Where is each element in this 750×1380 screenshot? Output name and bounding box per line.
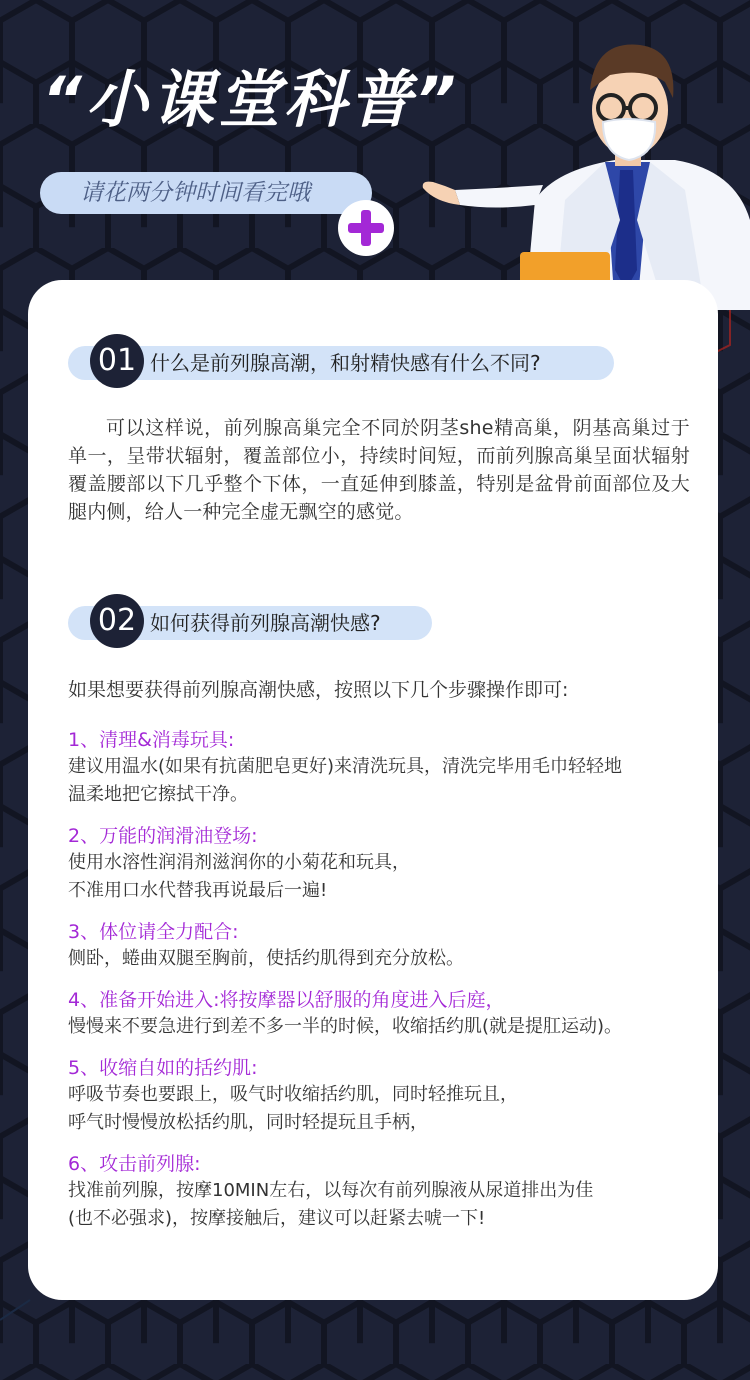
doctor-illustration — [415, 20, 750, 310]
section-1-header — [68, 343, 614, 380]
section-2-intro: 如果想要获得前列腺高潮快感，按照以下几个步骤操作即可: — [68, 679, 569, 701]
step-text: 呼气时慢慢放松括约肌，同时轻提玩且手柄， — [68, 1112, 428, 1133]
step-text: 不准用口水代替我再说最后一遍! — [68, 880, 328, 901]
step-title: 5、收缩自如的括约肌: — [68, 1057, 258, 1079]
page-title: “小课堂科普” — [42, 63, 460, 136]
step-text: 温柔地把它擦拭干净。 — [68, 784, 248, 805]
step-title: 6、攻击前列腺: — [68, 1153, 201, 1175]
section-1-title: 什么是前列腺高潮，和射精快感有什么不同? — [150, 351, 541, 375]
section-1-number: 01 — [90, 334, 144, 388]
step-text: 慢慢来不要急进行到差不多一半的时候，收缩括约肌(就是提肛运动)。 — [68, 1016, 623, 1037]
step-title: 3、体位请全力配合: — [68, 921, 239, 943]
subtitle-pill: 请花两分钟时间看完哦 — [40, 172, 372, 214]
step-text: (也不必强求)，按摩接触后，建议可以赶紧去唬一下! — [68, 1208, 486, 1229]
step-title: 4、准备开始进入:将按摩器以舒服的角度进入后庭， — [68, 989, 505, 1011]
step-6 — [68, 1151, 698, 1233]
step-title: 1、清理&消毒玩具: — [68, 729, 235, 751]
step-title: 2、万能的润滑油登场: — [68, 825, 258, 847]
step-5 — [68, 1055, 698, 1137]
step-text: 建议用温水(如果有抗菌肥皂更好)来清洗玩具，清洗完毕用毛巾轻轻地 — [68, 756, 623, 777]
section-2-title: 如何获得前列腺高潮快感? — [150, 611, 381, 635]
steps-list — [68, 727, 698, 1247]
content-card — [28, 280, 718, 1300]
section-2-number: 02 — [90, 594, 144, 648]
step-4 — [68, 987, 698, 1041]
step-3 — [68, 919, 698, 973]
step-text: 使用水溶性润涓剂滋润你的小菊花和玩具， — [68, 852, 410, 873]
plus-icon — [338, 200, 394, 256]
step-text: 呼吸节奏也要跟上，吸气时收缩括约肌，同时轻推玩且， — [68, 1084, 518, 1105]
step-text: 侧卧，蜷曲双腿至胸前，使括约肌得到充分放松。 — [68, 948, 464, 969]
step-1 — [68, 727, 698, 809]
section-1-paragraph: 可以这样说，前列腺高巢完全不同於阴茎she精高巢，阴基高巢过于单一，呈带状辐射，覆盖部位小，持续时间短，而前列腺高巢呈面状辐射覆盖腰部以下几乎整个下体，一直延伸到膝盖，特别是盆骨前面部位及大腿内侧，给人一种完全虚无飘空的感觉。 — [68, 417, 690, 523]
section-2-header — [68, 603, 432, 640]
step-2 — [68, 823, 698, 905]
step-text: 找准前列腺，按摩10MIN左右，以每次有前列腺液从尿道排出为佳 — [68, 1180, 594, 1201]
